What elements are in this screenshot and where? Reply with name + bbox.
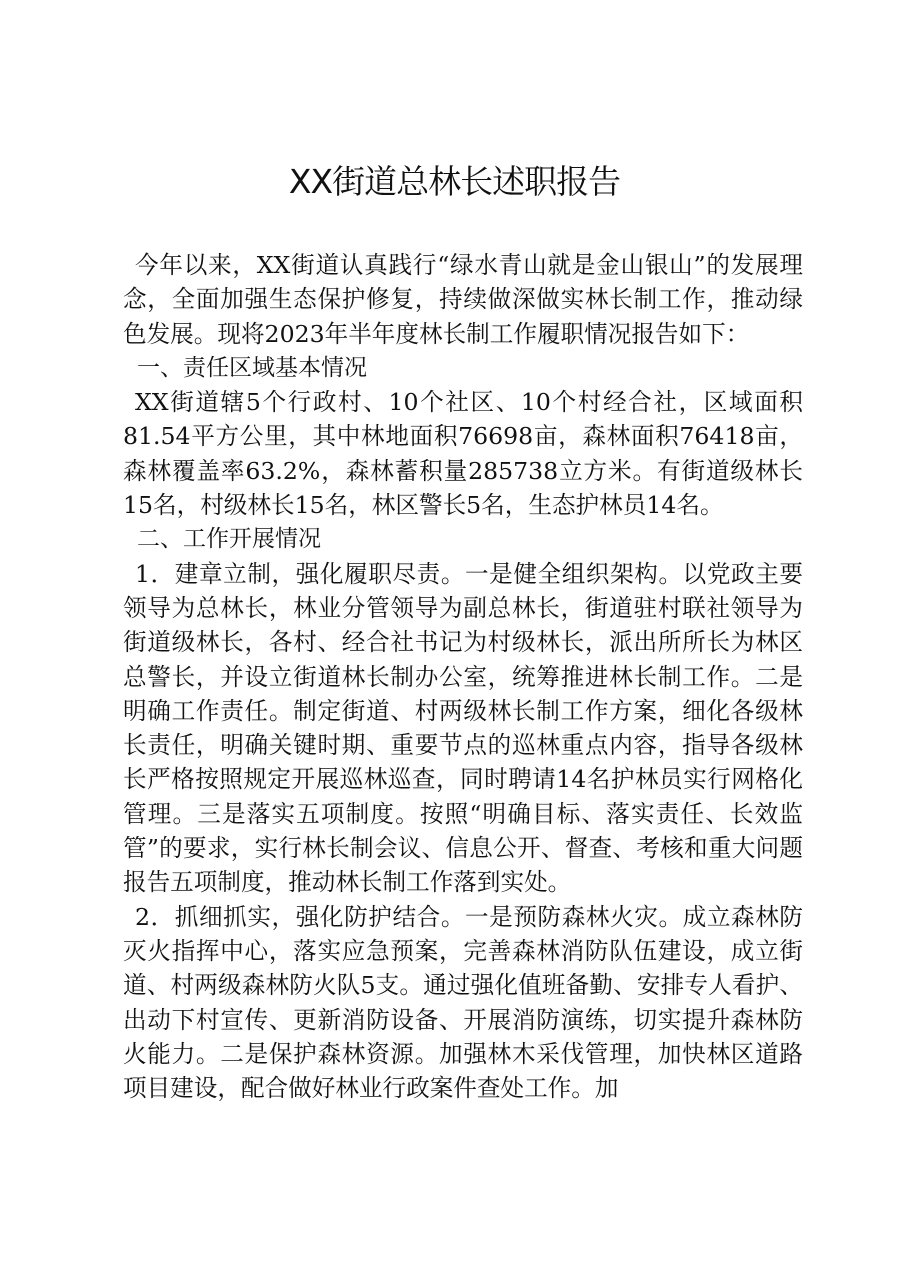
document-title: XX街道总林长述职报告 — [288, 162, 621, 201]
section-1-paragraph: XX街道辖5个行政村、10个社区、10个村经合社，区域面积81.54平方公里，其中林地面积76698亩，森林面积76418亩，森林覆盖率63.2%，森林蓄积量285738立方米。有街道级林长15名，村级林长15名，林区警长5名，生态护林员14名。 — [123, 388, 803, 520]
document-body — [123, 248, 803, 1105]
item-1-paragraph: 1．建章立制，强化履职尽责。一是健全组织架构。以党政主要领导为总林长，林业分管领导为副总林长，街道驻村联社领导为街道级林长，各村、经合社书记为村级林长，派出所所长为林区总警长，并设立街道林长制办公室，统筹推进林长制工作。二是明确工作责任。制定街道、村两级林长制工作方案，细化各级林长责任，明确关键时期、重要节点的巡林重点内容，指导各级林长严格按照规定开展巡林巡查，同时聘请14名护林员实行网格化管理。三是落实五项制度。按照“明确目标、落实责任、长效监管”的要求，实行林长制会议、信息公开、督查、考核和重大问题报告五项制度，推动林长制工作落到实处。 — [123, 559, 803, 897]
intro-paragraph: 今年以来，XX街道认真践行“绿水青山就是金山银山”的发展理念，全面加强生态保护修复，持续做深做实林长制工作，推动绿色发展。现将2023年半年度林长制工作履职情况报告如下： — [123, 251, 803, 348]
section-1-heading: 一、责任区域基本情况 — [137, 354, 367, 381]
section-2-heading: 二、工作开展情况 — [137, 526, 321, 553]
item-2-paragraph: 2．抓细抓实，强化防护结合。一是预防森林火灾。成立森林防灭火指挥中心，落实应急预案，完善森林消防队伍建设，成立街道、村两级森林防火队5支。通过强化值班备勤、安排专人看护、出动下村宣传、更新消防设备、开展消防演练，切实提升森林防火能力。二是保护森林资源。加强林木采伐管理，加快林区道路项目建设，配合做好林业行政案件查处工作。加 — [123, 902, 803, 1103]
